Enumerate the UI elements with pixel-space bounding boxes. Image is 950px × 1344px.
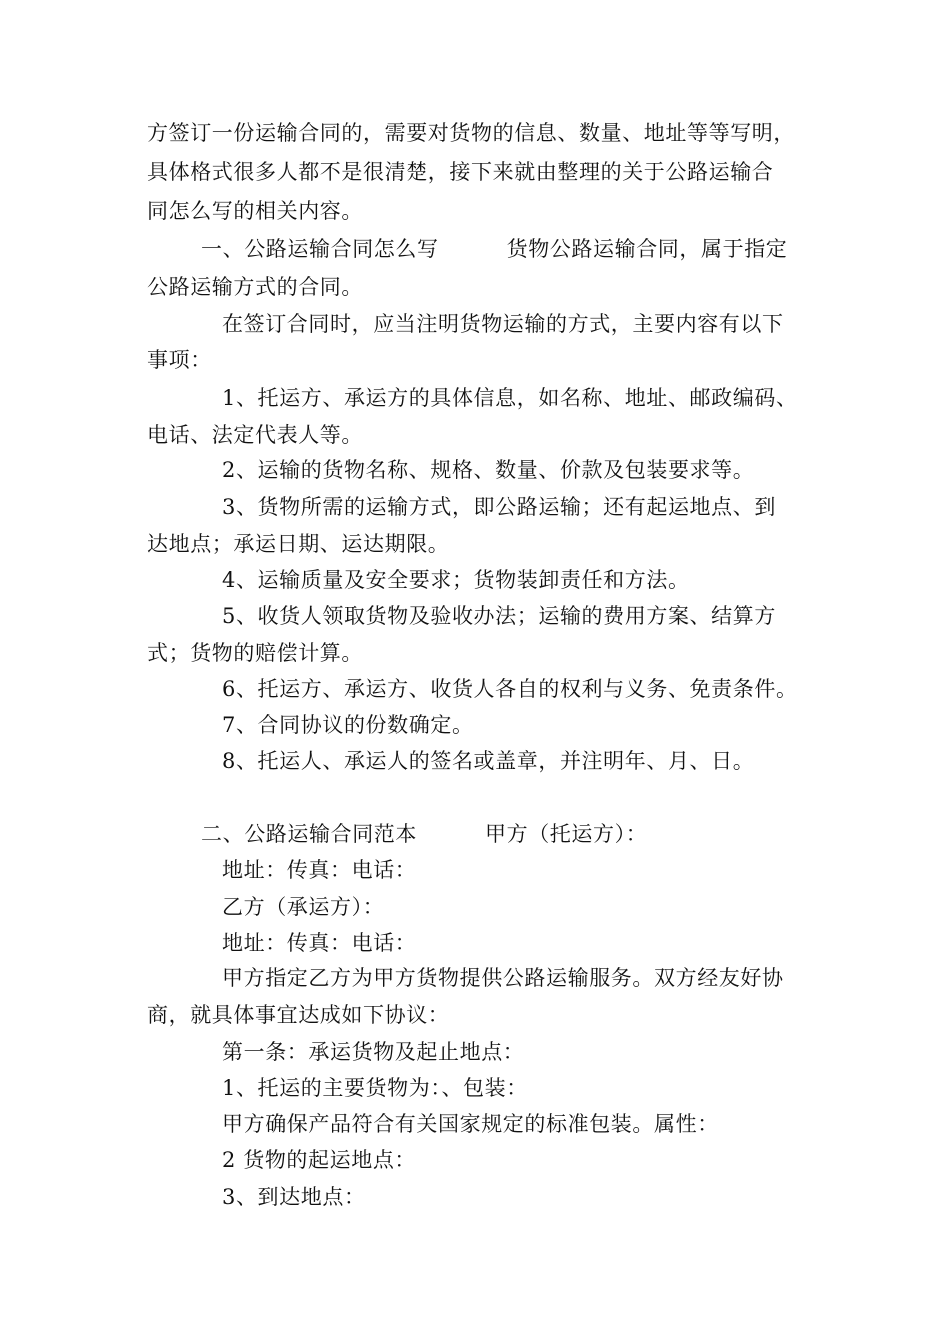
list-item: 3、货物所需的运输方式，即公路运输；还有起运地点、到 [222,495,776,519]
list-item: 6、托运方、承运方、收货人各自的权利与义务、免责条件。 [222,677,798,701]
section2-heading-line [201,820,647,848]
party-b-label: 乙方（承运方）： [222,895,385,919]
clause-3: 3、到达地点： [222,1185,366,1209]
section1-heading-tail: 货物公路运输合同，属于指定 [506,237,788,261]
list-item: 1、托运方、承运方的具体信息，如名称、地址、邮政编码、 [222,386,798,410]
section1-heading-line-2: 公路运输方式的合同。 [147,275,363,299]
section1-heading: 一、公路运输合同怎么写 [201,237,439,261]
list-item-continuation: 电话、法定代表人等。 [147,423,363,447]
party-a-label: 甲方（托运方）： [485,822,648,846]
clause-1: 1、托运的主要货物为：、包装： [222,1076,528,1100]
list-item: 7、合同协议的份数确定。 [222,713,474,737]
list-item: 4、运输质量及安全要求；货物装卸责任和方法。 [222,568,690,592]
section2-heading: 二、公路运输合同范本 [201,822,417,846]
section1-para-line-1: 在签订合同时，应当注明货物运输的方式，主要内容有以下 [222,312,784,336]
clause-1-note: 甲方确保产品符合有关国家规定的标准包装。属性： [222,1112,719,1136]
list-item-continuation: 式；货物的赔偿计算。 [147,641,363,665]
intro-line-1: 方签订一份运输合同的，需要对货物的信息、数量、地址等等写明， [147,121,795,145]
article-1-title: 第一条：承运货物及起止地点： [222,1040,525,1064]
list-item: 8、托运人、承运人的签名或盖章，并注明年、月、日。 [222,749,755,773]
intro-line-3: 同怎么写的相关内容。 [147,199,363,223]
agreement-line-1: 甲方指定乙方为甲方货物提供公路运输服务。双方经友好协 [222,966,784,990]
list-item-continuation: 达地点；承运日期、运达期限。 [147,532,450,556]
agreement-line-2: 商，就具体事宜达成如下协议： [147,1003,450,1027]
list-item: 5、收货人领取货物及验收办法；运输的费用方案、结算方 [222,604,776,628]
party-b-contact: 地址：传真：电话： [222,931,417,955]
list-item: 2、运输的货物名称、规格、数量、价款及包装要求等。 [222,458,755,482]
party-a-contact: 地址：传真：电话： [222,858,417,882]
section1-para-line-2: 事项： [147,348,212,372]
section1-heading-line [201,235,787,263]
intro-line-2: 具体格式很多人都不是很清楚，接下来就由整理的关于公路运输合 [147,160,774,184]
clause-2: 2 货物的起运地点： [222,1148,417,1172]
